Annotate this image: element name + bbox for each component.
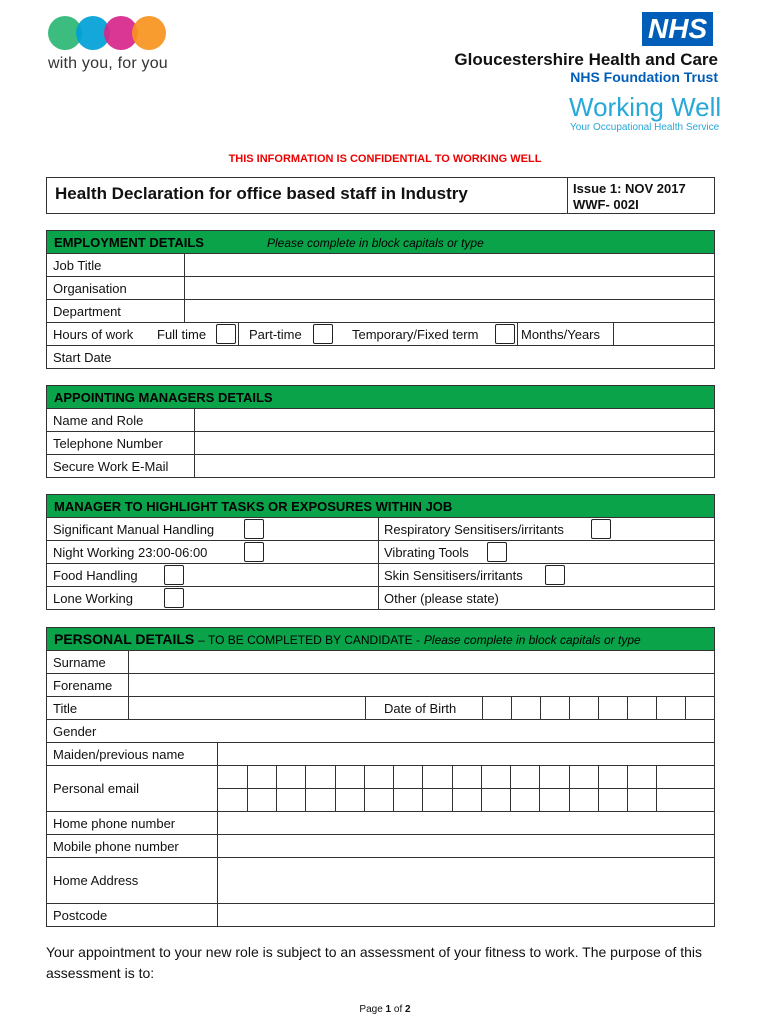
email-cell[interactable]: [364, 766, 365, 811]
maiden-label: Maiden/previous name: [53, 746, 185, 762]
tasks-row-4: [46, 587, 715, 610]
job-title-label: Job Title: [53, 257, 102, 273]
email-cell[interactable]: [481, 766, 482, 811]
dob-cell[interactable]: [656, 697, 657, 719]
email-cell[interactable]: [569, 766, 570, 811]
manager-email-label: Secure Work E-Mail: [53, 458, 169, 474]
job-title-row: [46, 254, 715, 277]
organisation-field[interactable]: [184, 277, 714, 299]
employment-note: Please complete in block capitals or type: [267, 236, 484, 250]
start-date-label: Start Date: [53, 349, 112, 365]
gender-row: [46, 720, 715, 743]
manager-phone-row: [46, 432, 715, 455]
email-grid[interactable]: [217, 766, 714, 811]
manager-email-row: [46, 455, 715, 478]
maiden-field[interactable]: [217, 743, 714, 765]
email-cell[interactable]: [276, 766, 277, 811]
dob-cell[interactable]: [685, 697, 686, 719]
address-field[interactable]: [217, 858, 714, 903]
manager-heading: APPOINTING MANAGERS DETAILS: [54, 390, 273, 405]
personal-candidate-note: – TO BE COMPLETED BY CANDIDATE -: [198, 633, 421, 647]
manager-name-field[interactable]: [194, 409, 714, 431]
manager-header: [46, 385, 715, 409]
manager-phone-field[interactable]: [194, 432, 714, 454]
issue-line-2: WWF- 002I: [573, 197, 639, 212]
respiratory-label: Respiratory Sensitisers/irritants: [384, 522, 564, 537]
tasks-row-3: [46, 564, 715, 587]
part-time-checkbox[interactable]: [313, 324, 333, 344]
respiratory-checkbox[interactable]: [591, 519, 611, 539]
food-handling-checkbox[interactable]: [164, 565, 184, 585]
email-cell[interactable]: [393, 766, 394, 811]
home-phone-label: Home phone number: [53, 815, 176, 831]
manual-handling-checkbox[interactable]: [244, 519, 264, 539]
manual-handling-label: Significant Manual Handling: [53, 522, 215, 537]
part-time-label: Part-time: [249, 327, 302, 342]
dob-cell[interactable]: [511, 697, 512, 719]
dob-divider: [365, 697, 366, 719]
address-row: [46, 858, 715, 904]
gender-label: Gender: [53, 723, 97, 739]
months-years-field[interactable]: [613, 323, 614, 345]
temporary-label: Temporary/Fixed term: [352, 327, 479, 342]
department-label: Department: [53, 303, 121, 319]
personal-email-label: Personal email: [53, 781, 139, 796]
tasks-divider-1: [378, 518, 379, 540]
manager-email-field[interactable]: [194, 455, 714, 477]
food-handling-label: Food Handling: [53, 568, 138, 583]
organisation-row: [46, 277, 715, 300]
tasks-row-2: [46, 541, 715, 564]
night-working-label: Night Working 23:00-06:00: [53, 545, 208, 560]
title-label: Title: [53, 701, 78, 716]
home-phone-row: [46, 812, 715, 835]
home-phone-field[interactable]: [217, 812, 714, 834]
surname-row: [46, 651, 715, 674]
org-subtitle: NHS Foundation Trust: [570, 69, 718, 85]
temporary-checkbox[interactable]: [495, 324, 515, 344]
organisation-label: Organisation: [53, 280, 127, 296]
start-date-row: [46, 346, 715, 369]
nhs-logo: NHS: [642, 12, 713, 46]
working-well-title: Working Well: [569, 92, 722, 122]
manager-phone-label: Telephone Number: [53, 435, 163, 451]
tasks-header: [46, 494, 715, 518]
issue-line-1: Issue 1: NOV 2017: [573, 181, 686, 196]
title-box: [46, 177, 715, 214]
page-total: 2: [405, 1004, 411, 1015]
logo-circle-orange: [132, 16, 166, 50]
address-label: Home Address: [53, 873, 139, 888]
department-field[interactable]: [184, 300, 714, 322]
confidential-notice: THIS INFORMATION IS CONFIDENTIAL TO WORKING WELL: [228, 153, 542, 165]
hours-divider-2: [517, 323, 518, 345]
postcode-label: Postcode: [53, 907, 108, 923]
tasks-row-1: [46, 518, 715, 541]
title-dob-row: [46, 697, 715, 720]
full-time-checkbox[interactable]: [216, 324, 236, 344]
postcode-row: [46, 904, 715, 927]
email-cell[interactable]: [627, 766, 628, 811]
page-word: Page: [359, 1004, 383, 1015]
employment-header: [46, 230, 715, 254]
page-footer: [0, 1004, 770, 1015]
full-time-label: Full time: [157, 327, 207, 342]
dob-cell[interactable]: [540, 697, 541, 719]
dob-cell[interactable]: [569, 697, 570, 719]
vibrating-tools-label: Vibrating Tools: [384, 545, 469, 560]
hours-divider-1: [238, 323, 239, 345]
months-years-label: Months/Years: [521, 327, 601, 342]
tasks-divider-4: [378, 587, 379, 609]
document-title: Health Declaration for office based staff in Industry: [55, 184, 468, 203]
forename-label: Forename: [53, 677, 113, 693]
forename-field[interactable]: [128, 674, 714, 696]
personal-note: Please complete in block capitals or type: [423, 633, 641, 647]
personal-email-row: [46, 766, 715, 812]
dob-label: Date of Birth: [384, 701, 457, 716]
employment-heading: EMPLOYMENT DETAILS: [54, 235, 204, 250]
org-name: Gloucestershire Health and Care: [454, 50, 718, 69]
email-cell[interactable]: [539, 766, 540, 811]
lone-working-checkbox[interactable]: [164, 588, 184, 608]
manager-name-label: Name and Role: [53, 412, 144, 428]
skin-sensitisers-label: Skin Sensitisers/irritants: [384, 568, 523, 583]
vibrating-tools-checkbox[interactable]: [487, 542, 507, 562]
personal-header: [46, 627, 715, 651]
tagline: with you, for you: [48, 55, 168, 72]
title-field[interactable]: [128, 697, 129, 719]
other-label: Other (please state): [384, 591, 499, 606]
tasks-heading: MANAGER TO HIGHLIGHT TASKS OR EXPOSURES WITHIN JOB: [54, 499, 453, 514]
email-cell[interactable]: [335, 766, 336, 811]
email-grid-midline: [218, 788, 714, 789]
lone-working-label: Lone Working: [53, 591, 133, 606]
email-cell[interactable]: [305, 766, 306, 811]
intro-paragraph: Your appointment to your new role is subject to an assessment of your fitness to work. The purpose of this assessment is to:: [46, 944, 703, 981]
skin-sensitisers-checkbox[interactable]: [545, 565, 565, 585]
title-divider: [567, 178, 568, 213]
postcode-field[interactable]: [217, 904, 714, 926]
page-number: 1: [385, 1004, 392, 1015]
dob-cell[interactable]: [627, 697, 628, 719]
email-cell[interactable]: [598, 766, 599, 811]
email-cell[interactable]: [510, 766, 511, 811]
night-working-checkbox[interactable]: [244, 542, 264, 562]
department-row: [46, 300, 715, 323]
email-cell[interactable]: [452, 766, 453, 811]
dob-cell[interactable]: [598, 697, 599, 719]
manager-name-row: [46, 409, 715, 432]
email-cell[interactable]: [247, 766, 248, 811]
surname-field[interactable]: [128, 651, 714, 673]
personal-heading: PERSONAL DETAILS: [54, 631, 195, 647]
dob-cell[interactable]: [482, 697, 483, 719]
maiden-row: [46, 743, 715, 766]
mobile-label: Mobile phone number: [53, 838, 179, 854]
tasks-divider-2: [378, 541, 379, 563]
hours-row: [46, 323, 715, 346]
surname-label: Surname: [53, 654, 106, 670]
working-well-subtitle: Your Occupational Health Service: [570, 122, 720, 133]
forename-row: [46, 674, 715, 697]
job-title-field[interactable]: [184, 254, 714, 276]
mobile-field[interactable]: [217, 835, 714, 857]
hours-label: Hours of work: [53, 327, 134, 342]
email-cell[interactable]: [656, 766, 657, 811]
tasks-divider-3: [378, 564, 379, 586]
mobile-row: [46, 835, 715, 858]
email-cell[interactable]: [422, 766, 423, 811]
of-word: of: [393, 1004, 403, 1015]
